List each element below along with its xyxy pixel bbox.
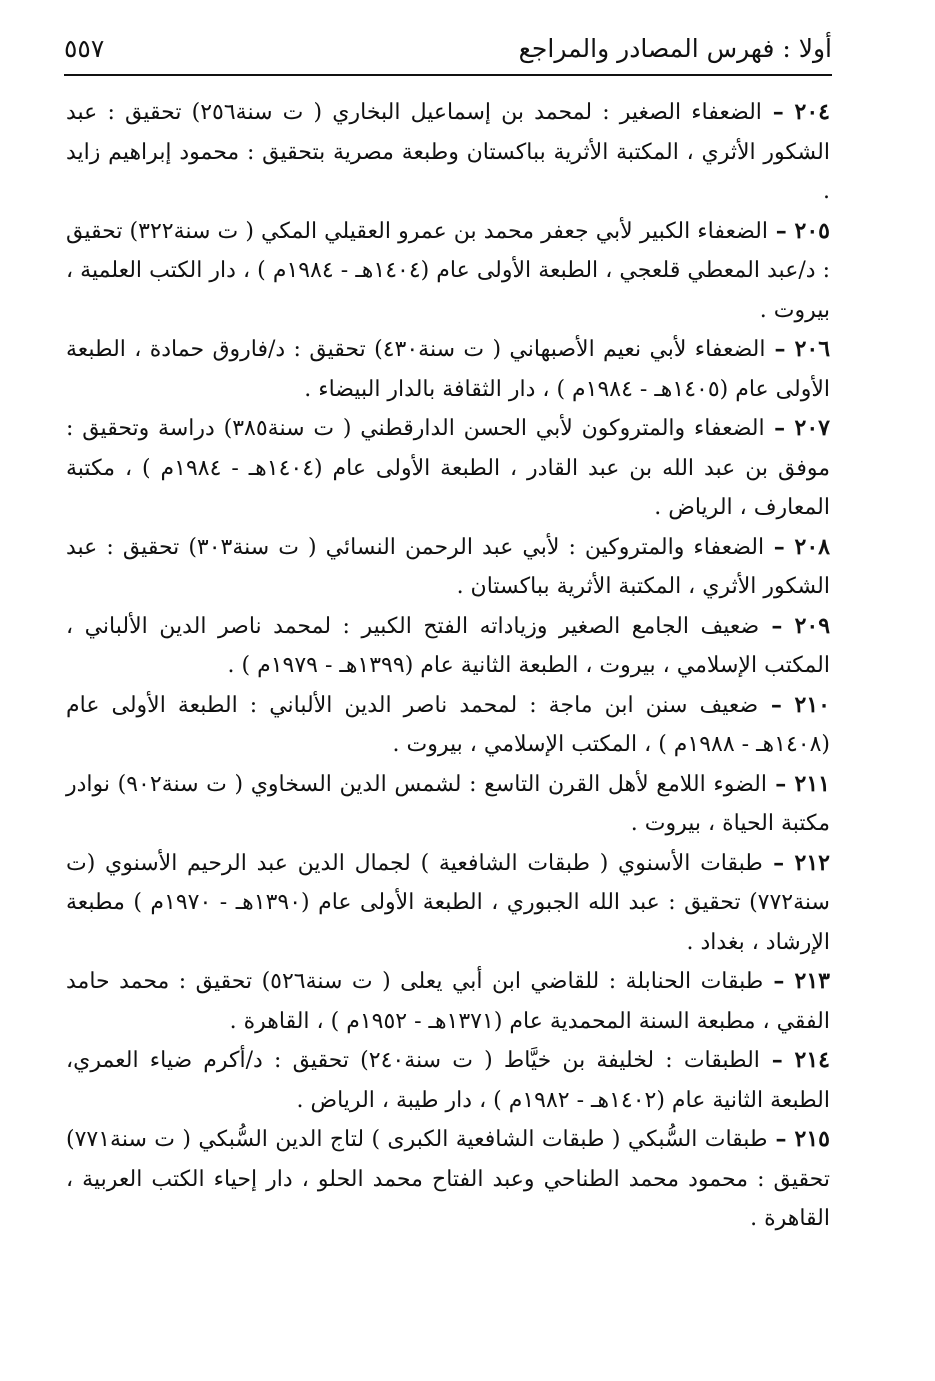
entry-text: الضعفاء والمتروكين : لأبي عبد الرحمن النسائي ( ت سنة٣٠٣) تحقيق : عبد الشكور الأثري ، المكتبة الأثرية بباكستان .	[66, 534, 830, 599]
entry-number: ٢١٠	[794, 691, 830, 718]
bibliography-entry: ٢٠٧ – الضعفاء والمتروكون لأبي الحسن الدارقطني ( ت سنة٣٨٥) دراسة وتحقيق : موفق بن عبد الله بن عبد القادر ، الطبعة الأولى عام (١٤٠٤هـ - ١٩٨٤م ) ، مكتبة المعارف ، الرياض .	[66, 415, 831, 520]
bibliography-entry: ٢١١ – الضوء اللامع لأهل القرن التاسع : لشمس الدين السخاوي ( ت سنة٩٠٢) نوادر مكتبة الحياة ، بيروت .	[66, 770, 830, 836]
entry-text: الطبقات : لخليفة بن خيَّاط ( ت سنة٢٤٠) تحقيق : د/أكرم ضياء العمري، الطبعة الثانية عام (١٤٠٢هـ - ١٩٨٢م ) ، دار طيبة ، الرياض .	[66, 1048, 830, 1113]
entry-number: ٢١١	[794, 770, 830, 797]
bibliography-entry: ٢٠٤ – الضعفاء الصغير : لمحمد بن إسماعيل البخاري ( ت سنة٢٥٦) تحقيق : عبد الشكور الأثري ، المكتبة الأثرية بباكستان وطبعة مصرية بتحقيق : محمود إبراهيم زايد .	[66, 99, 830, 204]
entry-number: ٢٠٨	[794, 533, 830, 560]
entry-text: الضعفاء الكبير لأبي جعفر محمد بن عمرو العقيلي المكي ( ت سنة٣٢٢) تحقيق : د/عبد المعطي قلعجي ، الطبعة الأولى عام (١٤٠٤هـ - ١٩٨٤م ) ، دار الكتب العلمية ، بيروت .	[66, 218, 831, 323]
bibliography-entry: ٢١٢ – طبقات الأسنوي ( طبقات الشافعية ) لجمال الدين عبد الرحيم الأسنوي (ت سنة٧٧٢) تحقيق : عبد الله الجبوري ، الطبعة الأولى عام (١٣٩٠هـ - ١٩٧٠م ) مطبعة الإرشاد ، بغداد .	[66, 849, 830, 955]
page-number: ٥٥٧	[64, 34, 105, 63]
entry-text: الضعفاء لأبي نعيم الأصبهاني ( ت سنة٤٣٠) تحقيق : د/فاروق حمادة ، الطبعة الأولى عام (١٤٠٥هـ - ١٩٨٤م ) ، دار الثقافة بالدار البيضاء .	[66, 337, 830, 402]
bibliography-entry: ٢٠٩ – ضعيف الجامع الصغير وزياداته الفتح الكبير : لمحمد ناصر الدين الألباني ، المكتب الإسلامي ، بيروت ، الطبعة الثانية عام (١٣٩٩هـ - ١٩٧٩م ) .	[66, 612, 831, 678]
entry-number: ٢١٣	[794, 968, 830, 994]
entry-text: طبقات الأسنوي ( طبقات الشافعية ) لجمال الدين عبد الرحيم الأسنوي (ت سنة٧٧٢) تحقيق : عبد الله الجبوري ، الطبعة الأولى عام (١٣٩٠هـ - ١٩٧٠م ) مطبعة الإرشاد ، بغداد .	[66, 850, 830, 955]
running-header-title: أولا : فهرس المصادر والمراجع	[518, 34, 832, 63]
entry-text: ضعيف الجامع الصغير وزياداته الفتح الكبير : لمحمد ناصر الدين الألباني ، المكتب الإسلامي ، بيروت ، الطبعة الثانية عام (١٣٩٩هـ - ١٩٧٩م ) .	[66, 613, 830, 678]
entry-text: طبقات الحنابلة : للقاضي ابن أبي يعلى ( ت سنة٥٢٦) تحقيق : محمد حامد الفقي ، مطبعة السنة المحمدية عام (١٣٧١هـ - ١٩٥٢م ) ، القاهرة .	[66, 969, 830, 1034]
entry-text: الضوء اللامع لأهل القرن التاسع : لشمس الدين السخاوي ( ت سنة٩٠٢) نوادر مكتبة الحياة ، بيروت .	[66, 771, 830, 836]
header-rule	[64, 74, 832, 76]
entry-number: ٢٠٥	[794, 217, 830, 244]
entry-text: ضعيف سنن ابن ماجة : لمحمد ناصر الدين الألباني : الطبعة الأولى عام (١٤٠٨هـ - ١٩٨٨م ) ، المكتب الإسلامي ، بيروت .	[66, 692, 830, 757]
bibliography-entry: ٢١٠ – ضعيف سنن ابن ماجة : لمحمد ناصر الدين الألباني : الطبعة الأولى عام (١٤٠٨هـ - ١٩٨٨م ) ، المكتب الإسلامي ، بيروت .	[66, 691, 830, 757]
bibliography-entry: ٢١٥ – طبقات السُّبكي ( طبقات الشافعية الكبرى ) لتاج الدين السُّبكي ( ت سنة٧٧١) تحقيق : محمود محمد الطناحي وعبد الفتاح محمد الحلو ، دار إحياء الكتب العربية ، القاهرة .	[66, 1126, 830, 1231]
bibliography-entry: ٢٠٥ – الضعفاء الكبير لأبي جعفر محمد بن عمرو العقيلي المكي ( ت سنة٣٢٢) تحقيق : د/عبد المعطي قلعجي ، الطبعة الأولى عام (١٤٠٤هـ - ١٩٨٤م ) ، دار الكتب العلمية ، بيروت .	[66, 217, 831, 323]
entry-number: ٢١٤	[794, 1047, 830, 1073]
entry-number: ٢٠٩	[794, 612, 831, 639]
entry-number: ٢٠٧	[794, 415, 830, 441]
entry-text: الضعفاء والمتروكون لأبي الحسن الدارقطني ( ت سنة٣٨٥) دراسة وتحقيق : موفق بن عبد الله بن عبد القادر ، الطبعة الأولى عام (١٤٠٤هـ - ١٩٨٤م ) ، مكتبة المعارف ، الرياض .	[66, 416, 831, 520]
entry-number: ٢٠٤	[794, 99, 830, 125]
page-header	[64, 28, 832, 76]
entry-text: طبقات السُّبكي ( طبقات الشافعية الكبرى ) لتاج الدين السُّبكي ( ت سنة٧٧١) تحقيق : محمود محمد الطناحي وعبد الفتاح محمد الحلو ، دار إحياء الكتب العربية ، القاهرة .	[66, 1127, 830, 1231]
bibliography-entry: ٢٠٨ – الضعفاء والمتروكين : لأبي عبد الرحمن النسائي ( ت سنة٣٠٣) تحقيق : عبد الشكور الأثري ، المكتبة الأثرية بباكستان .	[66, 533, 830, 599]
entry-number: ٢١٢	[794, 849, 830, 876]
entry-number: ٢٠٦	[794, 336, 831, 362]
bibliography-list	[66, 93, 830, 1239]
bibliography-entry: ٢١٣ – طبقات الحنابلة : للقاضي ابن أبي يعلى ( ت سنة٥٢٦) تحقيق : محمد حامد الفقي ، مطبعة السنة المحمدية عام (١٣٧١هـ - ١٩٥٢م ) ، القاهرة .	[66, 968, 830, 1034]
bibliography-entry: ٢١٤ – الطبقات : لخليفة بن خيَّاط ( ت سنة٢٤٠) تحقيق : د/أكرم ضياء العمري، الطبعة الثانية عام (١٤٠٢هـ - ١٩٨٢م ) ، دار طيبة ، الرياض .	[66, 1047, 830, 1113]
entry-number: ٢١٥	[794, 1126, 830, 1152]
entry-text: الضعفاء الصغير : لمحمد بن إسماعيل البخاري ( ت سنة٢٥٦) تحقيق : عبد الشكور الأثري ، المكتبة الأثرية بباكستان وطبعة مصرية بتحقيق : محمود إبراهيم زايد .	[66, 100, 830, 204]
bibliography-entry: ٢٠٦ – الضعفاء لأبي نعيم الأصبهاني ( ت سنة٤٣٠) تحقيق : د/فاروق حمادة ، الطبعة الأولى عام (١٤٠٥هـ - ١٩٨٤م ) ، دار الثقافة بالدار البيضاء .	[66, 336, 831, 402]
